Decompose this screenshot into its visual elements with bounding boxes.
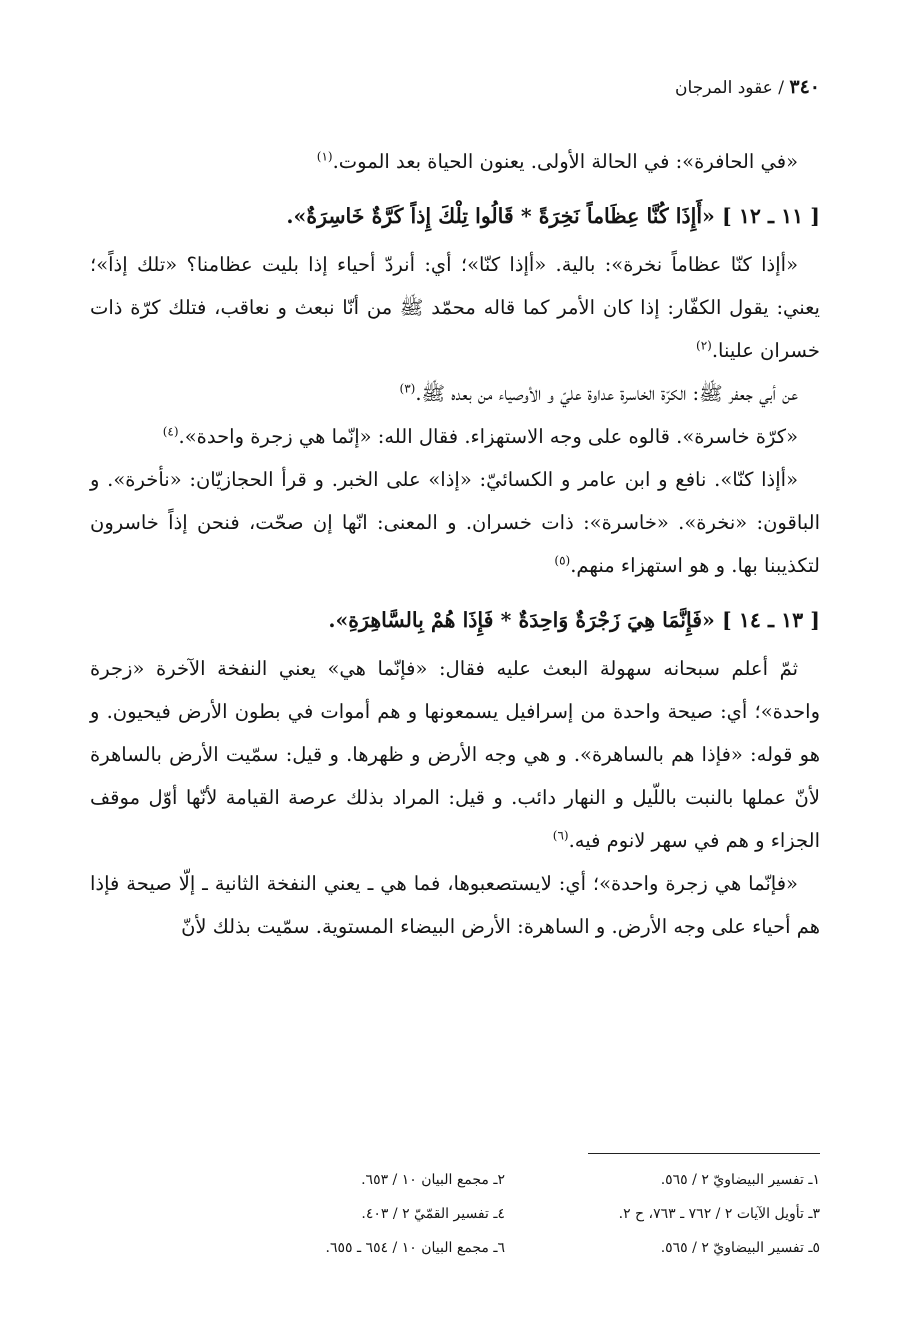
footnote-marker: (٥) bbox=[554, 553, 571, 568]
header-separator: / bbox=[778, 78, 784, 98]
footnote-item: ٣ـ تأويل الآيات ٢ / ٧٦٢ ـ ٧٦٣، ح ٢. bbox=[618, 1206, 820, 1222]
main-text bbox=[90, 140, 820, 948]
footnote-item: ٦ـ مجمع البيان ١٠ / ٦٥٤ ـ ٦٥٥. bbox=[325, 1240, 505, 1256]
paragraph: «أإذا كنّا عظاماً نخرة»: بالية. «أإذا كنّا»؛ أي: أنردّ أحياء إذا بليت عظامنا؟ «تلك إذاً»؛ يعني: يقول الكفّار: إذا كان الأمر كما قاله محمّد ﷺ من أنّا نبعث و نعاقب، فتلك كرّة ذات خسران علينا.$^{(٢)}$ bbox=[90, 253, 820, 362]
footnote-marker: (٦) bbox=[552, 828, 569, 843]
footnote-marker: (٢) bbox=[696, 338, 712, 353]
paragraph: «أإذا كنّا». نافع و ابن عامر و الكسائيّ: «إذا» على الخبر. و قرأ الحجازيّان: «نأخرة». و الباقون: «نخرة». «خاسرة»: ذات خسران. و المعنى: انّها إن صحّت، فنحن إذاً خاسرون لتكذيبنا بها. و هو استهزاء منهم.$^{(٥)}$ bbox=[90, 468, 820, 577]
footnote-marker: (٣) bbox=[399, 381, 416, 396]
footnote-marker: (١) bbox=[316, 149, 333, 164]
footnote-item: ٢ـ مجمع البيان ١٠ / ٦٥٣. bbox=[361, 1172, 505, 1188]
paragraph: «في الحافرة»: في الحالة الأولى. يعنون الحياة بعد الموت.$^{(١)}$ bbox=[316, 149, 798, 173]
book-title: عقود المرجان bbox=[675, 78, 773, 98]
page-number: ٣٤٠ bbox=[789, 76, 820, 98]
paragraph: ثمّ أعلم سبحانه سهولة البعث عليه فقال: «فإنّما هي» يعني النفخة الآخرة «زجرة واحدة»؛ أي: صيحة واحدة من إسرافيل يسمعونها و هم أموات في بطون الأرض فيحيون. و هو قوله: «فإذا هم بالساهرة». و هي وجه الأرض و ظهرها. و قيل: سمّيت الأرض بالساهرة لأنّ عملها بالنبت باللّيل و النهار دائب. و قيل: المراد بذلك عرصة القيامة لأنّها أوّل موقف الجزاء و هم في سهر لانوم فيه.$^{(٦)}$ bbox=[90, 657, 820, 852]
running-header bbox=[675, 76, 820, 98]
footnote-marker: (٤) bbox=[162, 424, 179, 439]
paragraph: عن أبي جعفر ﷺ: الكرّة الخاسرة عداوة عليّ و الأوصياء من بعده ﷺ.$^{(٣)}$ bbox=[399, 381, 798, 405]
verse-heading: [ ١١ ـ ١٢ ] «أَإِذَا كُنَّا عِظَاماً نَخِرَةً * قَالُوا تِلْكَ إِذاً كَرَّةٌ خَاسِرَةٌ». bbox=[286, 204, 820, 228]
footnote-item: ١ـ تفسير البيضاويّ ٢ / ٥٦٥. bbox=[660, 1172, 820, 1188]
footnote-item: ٤ـ تفسير القمّيّ ٢ / ٤٠٣. bbox=[361, 1206, 505, 1222]
footnote-item: ٥ـ تفسير البيضاويّ ٢ / ٥٦٥. bbox=[660, 1240, 820, 1256]
paragraph: «كرّة خاسرة». قالوه على وجه الاستهزاء. فقال الله: «إنّما هي زجرة واحدة».$^{(٤)}$ bbox=[162, 424, 798, 448]
footnote-divider bbox=[588, 1153, 820, 1154]
footnotes bbox=[220, 1168, 820, 1260]
paragraph: «فإنّما هي زجرة واحدة»؛ أي: لايستصعبوها، فما هي ـ يعني النفخة الثانية ـ إلّا صيحة فإذا هم أحياء على وجه الأرض. و الساهرة: الأرض البيضاء المستوية. سمّيت بذلك لأنّ bbox=[90, 872, 820, 938]
verse-heading: [ ١٣ ـ ١٤ ] «فَإِنَّمَا هِيَ زَجْرَةٌ وَاحِدَةٌ * فَإِذَا هُمْ بِالسَّاهِرَةِ». bbox=[328, 608, 820, 632]
